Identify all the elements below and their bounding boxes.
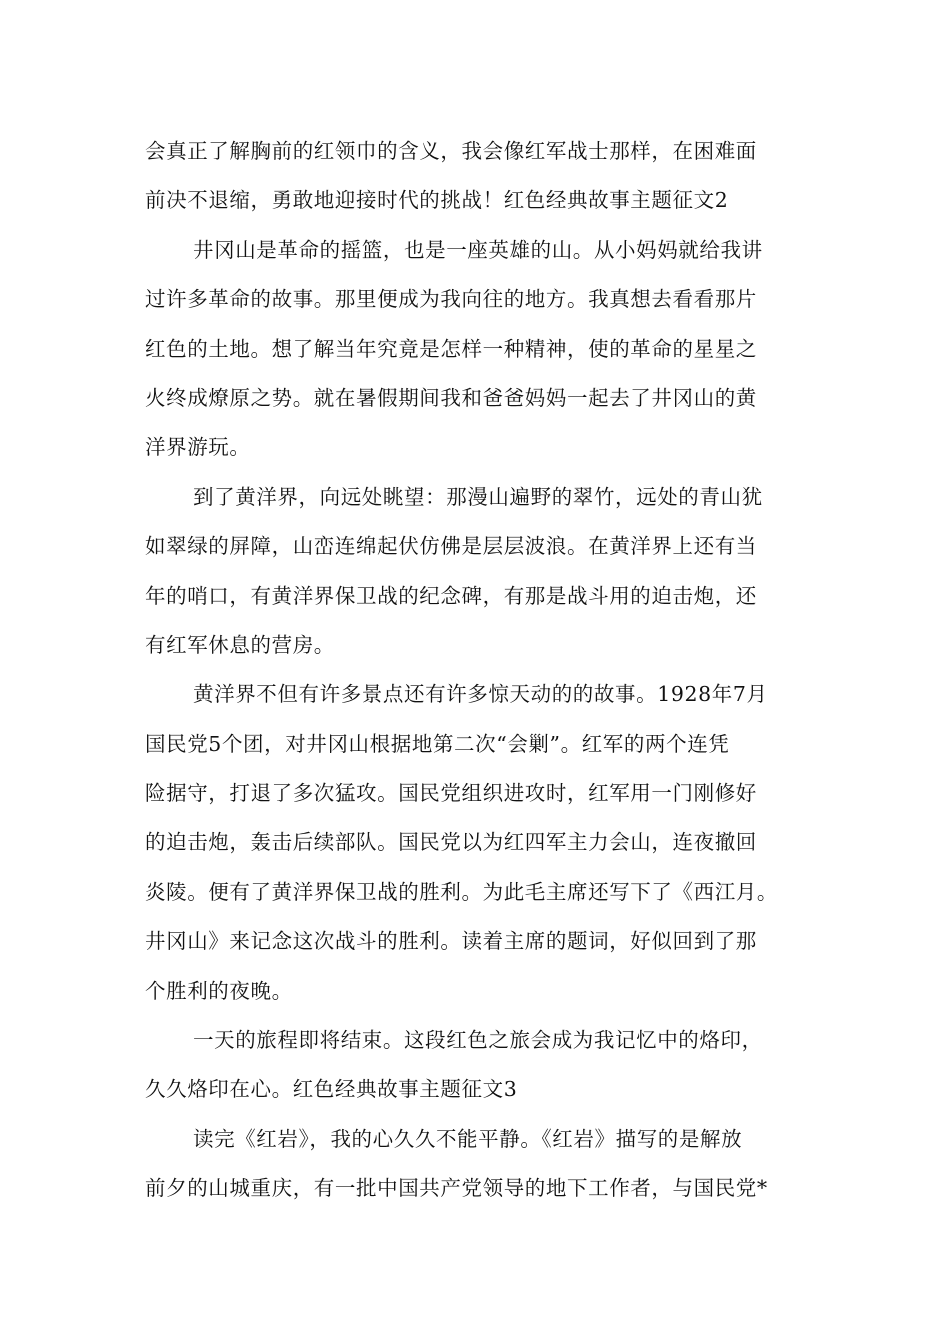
text-line: 的迫击炮，轰击后续部队。国民党以为红四军主力会山，连夜撤回	[145, 830, 757, 855]
text-line: 会真正了解胸前的红领巾的含义，我会像红军战士那样，在困难面	[145, 139, 757, 163]
paragraph-start-line: 黄洋界不但有许多景点还有许多惊天动的的故事。1928年7月	[193, 682, 768, 707]
paragraph-start-line: 一天的旅程即将结束。这段红色之旅会成为我记忆中的烙印，	[193, 1028, 763, 1053]
text-line: 国民党5个团，对井冈山根据地第二次“会剿”。红军的两个连凭	[145, 731, 730, 756]
text-line: 久久烙印在心。红色经典故事主题征文3	[145, 1077, 518, 1102]
text-line: 险据守，打退了多次猛攻。国民党组织进攻时，红军用一门刚修好	[145, 781, 757, 806]
text-line: 过许多革命的故事。那里便成为我向往的地方。我真想去看看那片	[145, 287, 757, 312]
paragraph-start-line: 到了黄洋界，向远处眺望：那漫山遍野的翠竹，远处的青山犹	[193, 484, 763, 509]
text-line: 有红军休息的营房。	[145, 632, 335, 657]
text-line: 洋界游玩。	[145, 435, 251, 460]
text-line: 红色的土地。想了解当年究竟是怎样一种精神，使的革命的星星之	[145, 336, 757, 361]
text-line: 前夕的山城重庆，有一批中国共产党领导的地下工作者，与国民党*	[145, 1176, 768, 1201]
text-line: 火终成燎原之势。就在暑假期间我和爸爸妈妈一起去了井冈山的黄	[145, 385, 757, 410]
text-line: 年的哨口，有黄洋界保卫战的纪念碑，有那是战斗用的迫击炮，还	[145, 583, 757, 608]
paragraph-start-line: 井冈山是革命的摇篮，也是一座英雄的山。从小妈妈就给我讲	[193, 237, 763, 262]
text-line: 个胜利的夜晚。	[145, 978, 293, 1003]
paragraph-start-line: 读完《红岩》，我的心久久不能平静。《红岩》描写的是解放	[193, 1126, 743, 1151]
text-line: 如翠绿的屏障，山峦连绵起伏仿佛是层层波浪。在黄洋界上还有当	[145, 534, 757, 559]
text-line: 前决不退缩，勇敢地迎接时代的挑战！红色经典故事主题征文2	[145, 188, 729, 213]
text-line: 炎陵。便有了黄洋界保卫战的胜利。为此毛主席还写下了《西江月。	[145, 879, 778, 904]
document-body	[145, 127, 815, 1214]
text-line: 井冈山》来记念这次战斗的胜利。读着主席的题词，好似回到了那	[145, 929, 757, 954]
